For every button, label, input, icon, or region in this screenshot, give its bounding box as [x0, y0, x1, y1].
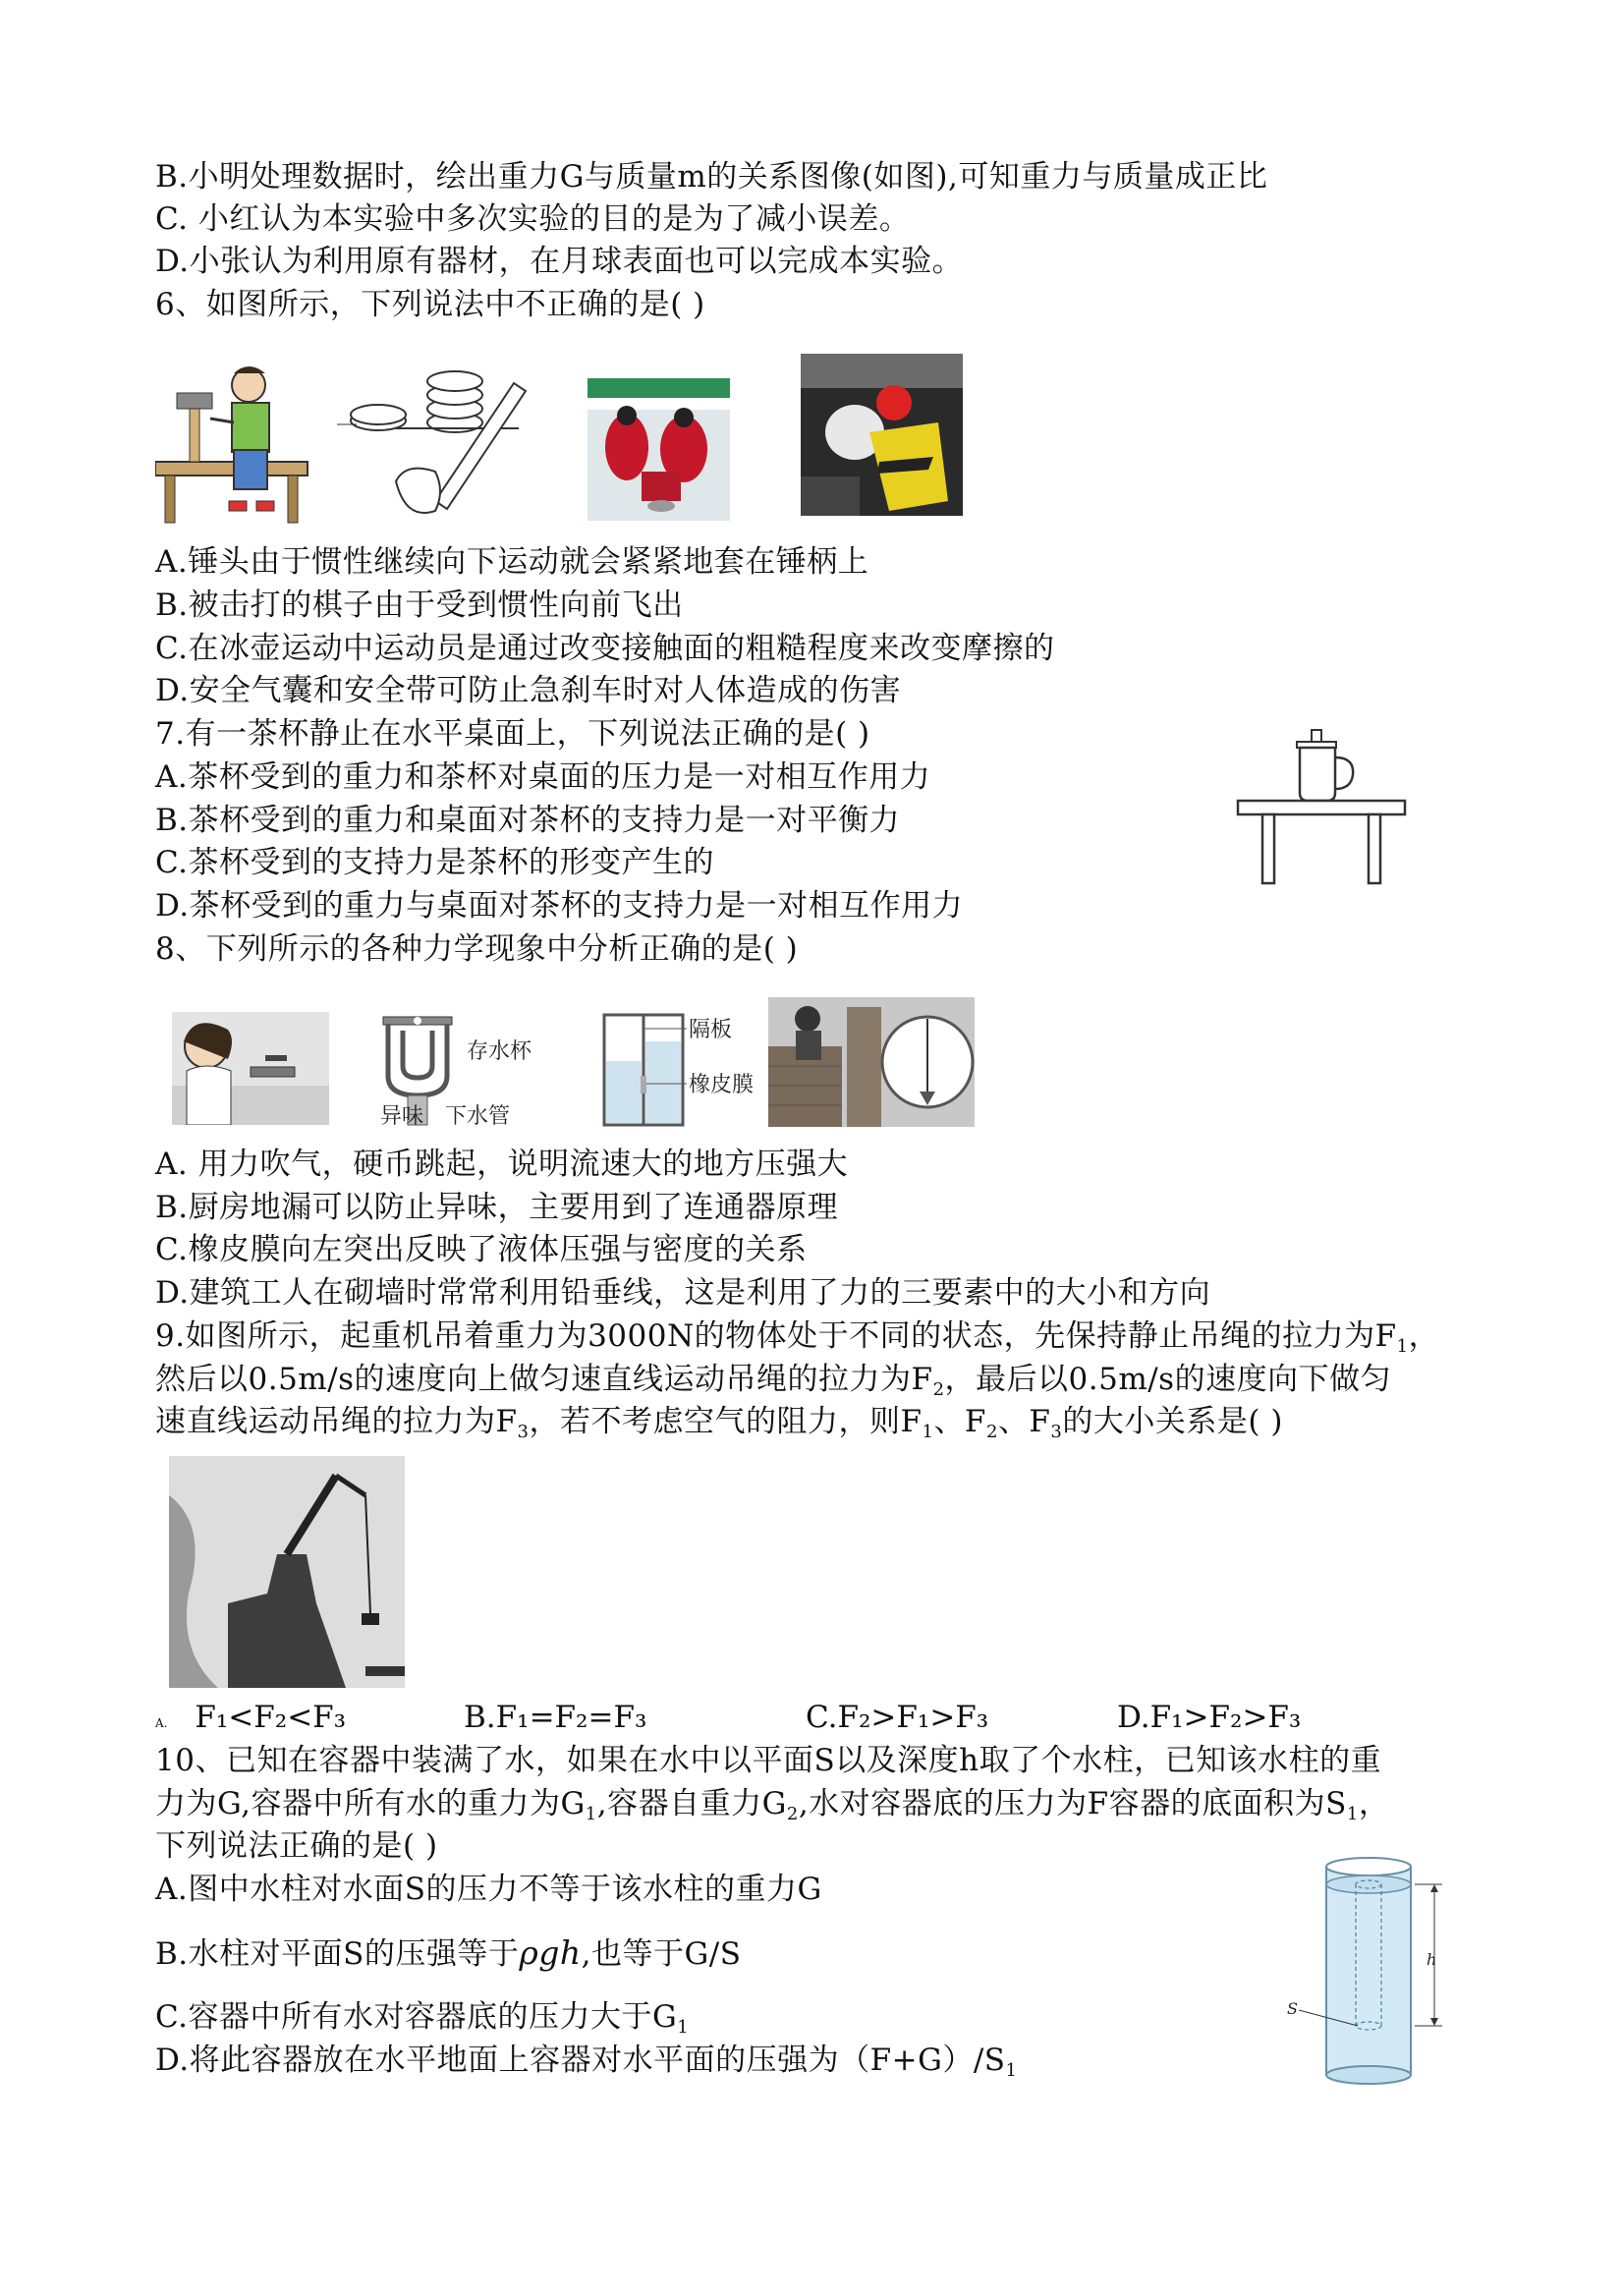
q7-stem: 7.有一茶杯静止在水平桌面上，下列说法正确的是( ): [155, 716, 870, 752]
q6-option-d: D.安全气囊和安全带可防止急刹车时对人体造成的伤害: [155, 673, 902, 708]
q5-option-b: B.小明处理数据时，绘出重力G与质量m的关系图像(如图),可知重力与质量成正比: [155, 159, 1268, 195]
q10-text: ,容器自重力G: [596, 1786, 787, 1821]
q10-text: D.将此容器放在水平地面上容器对水平面的压强为（F+G）/S: [155, 2043, 1006, 2078]
q10-text: ，: [1358, 1786, 1390, 1821]
q9-text: 的大小关系是( ): [1062, 1404, 1283, 1439]
q9-option-a-mark: A.: [155, 1716, 168, 1730]
q10-stem-line2: [155, 1784, 1389, 1823]
q6-airbag-photo: [801, 354, 963, 516]
q10-text: 力为G,容器中所有水的重力为G: [155, 1786, 586, 1821]
subscript: 2: [786, 1804, 799, 1824]
q7-option-c: C.茶杯受到的支持力是茶杯的形变产生的: [155, 845, 714, 880]
subscript: 3: [1050, 1422, 1063, 1442]
q9-option-d: D.F₁>F₂>F₃: [1117, 1700, 1302, 1735]
q6-option-a: A.锤头由于惯性继续向下运动就会紧紧地套在锤柄上: [155, 544, 869, 580]
q9-stem-line3: [155, 1402, 1283, 1441]
q7-option-d: D.茶杯受到的重力与桌面对茶杯的支持力是一对相互作用力: [155, 888, 964, 924]
q8-plumb-line-figure: [768, 997, 975, 1127]
q8-label-board: 隔板: [689, 1018, 733, 1042]
q7-option-b: B.茶杯受到的重力和桌面对茶杯的支持力是一对平衡力: [155, 803, 901, 838]
q10-fig-label-h: h: [1427, 1950, 1437, 1969]
q9-stem-line2: [155, 1360, 1391, 1399]
q10-text: C.容器中所有水对容器底的压力大于G: [155, 1999, 678, 2035]
subscript: 2: [932, 1379, 945, 1400]
subscript: 1: [585, 1804, 597, 1824]
q9-text: 、F: [933, 1404, 986, 1439]
q9-text: 然后以0.5m/s的速度向上做匀速直线运动吊绳的拉力为F: [155, 1362, 933, 1397]
q8-blow-coin-figure: [172, 1012, 329, 1125]
q8-option-a: A. 用力吹气，硬币跳起，说明流速大的地方压强大: [155, 1147, 849, 1182]
subscript: 1: [1005, 2060, 1018, 2081]
q10-text: B.水柱对平面S的压强等于: [155, 1936, 520, 1972]
q8-option-d: D.建筑工人在砌墙时常常利用铅垂线，这是利用了力的三要素中的大小和方向: [155, 1275, 1211, 1311]
q6-option-b: B.被击打的棋子由于受到惯性向前飞出: [155, 588, 684, 623]
q10-stem-line1: 10、已知在容器中装满了水，如果在水中以平面S以及深度h取了个水柱，已知该水柱的重: [155, 1743, 1382, 1778]
q9-option-b: B.F₁=F₂=F₃: [464, 1700, 647, 1735]
subscript: 1: [677, 2017, 690, 2038]
q10-option-c: [155, 1997, 689, 2037]
q9-crane-photo: [169, 1456, 405, 1688]
q10-text: ,也等于G/S: [581, 1936, 742, 1972]
q10-option-a: A.图中水柱对水面S的压力不等于该水柱的重力G: [155, 1872, 822, 1907]
subscript: 3: [517, 1422, 530, 1442]
q8-stem: 8、下列所示的各种力学现象中分析正确的是( ): [155, 931, 799, 967]
subscript: 2: [985, 1422, 998, 1442]
subscript: 1: [1346, 1804, 1359, 1824]
q9-text: 速直线运动吊绳的拉力为F: [155, 1404, 518, 1439]
q9-text: ，最后以0.5m/s的速度向下做匀: [944, 1362, 1392, 1397]
subscript: 1: [1396, 1336, 1409, 1357]
q6-option-c: C.在冰壶运动中运动员是通过改变接触面的粗糙程度来改变摩擦的: [155, 631, 1055, 666]
q10-text: ,水对容器底的压力为F容器的底面积为S: [798, 1786, 1347, 1821]
q8-label-cup: 存水杯: [467, 1039, 532, 1064]
q8-floor-drain-figure: [368, 1007, 545, 1130]
q8-partition-figure: [594, 1007, 761, 1130]
q8-label-pipe: 下水管: [445, 1104, 511, 1129]
q6-stem: 6、如图所示，下列说法中不正确的是( ): [155, 287, 705, 322]
q9-option-a-text: F₁<F₂<F₃: [195, 1700, 347, 1735]
q5-option-d: D.小张认为利用原有器材，在月球表面也可以完成本实验。: [155, 244, 964, 279]
q9-text: ，若不考虑空气的阻力，则F: [529, 1404, 923, 1439]
q10-option-b: [155, 1933, 741, 1974]
q8-option-b: B.厨房地漏可以防止异味，主要用到了连通器原理: [155, 1190, 839, 1225]
rho-g-h-formula: ρgh: [519, 1933, 582, 1972]
q9-text: ，: [1408, 1318, 1440, 1354]
q9-option-c: C.F₂>F₁>F₃: [806, 1700, 989, 1735]
q9-option-a: [155, 1698, 346, 1743]
q7-teacup-figure: [1233, 722, 1410, 889]
q6-checkers-figure: [337, 364, 529, 521]
q6-curling-photo: [588, 378, 730, 521]
q8-label-smell: 异味: [380, 1104, 424, 1129]
q10-fig-label-s: S: [1287, 1999, 1298, 2018]
q9-text: 9.如图所示，起重机吊着重力为3000N的物体处于不同的状态，先保持静止吊绳的拉力为F: [155, 1318, 1397, 1354]
q9-stem-line1: [155, 1316, 1439, 1356]
q8-label-membrane: 橡皮膜: [689, 1073, 755, 1097]
q10-stem-line3: 下列说法正确的是( ): [155, 1828, 438, 1864]
q5-option-c: C. 小红认为本实验中多次实验的目的是为了减小误差。: [155, 201, 911, 237]
q10-cylinder-figure: [1277, 1847, 1454, 2098]
q8-option-c: C.橡皮膜向左突出反映了液体压强与密度的关系: [155, 1232, 808, 1267]
q10-option-d: [155, 2041, 1017, 2080]
subscript: 1: [922, 1422, 934, 1442]
q6-hammer-figure: [155, 364, 312, 526]
q7-option-a: A.茶杯受到的重力和茶杯对桌面的压力是一对相互作用力: [155, 759, 931, 795]
q9-text: 、F: [997, 1404, 1051, 1439]
